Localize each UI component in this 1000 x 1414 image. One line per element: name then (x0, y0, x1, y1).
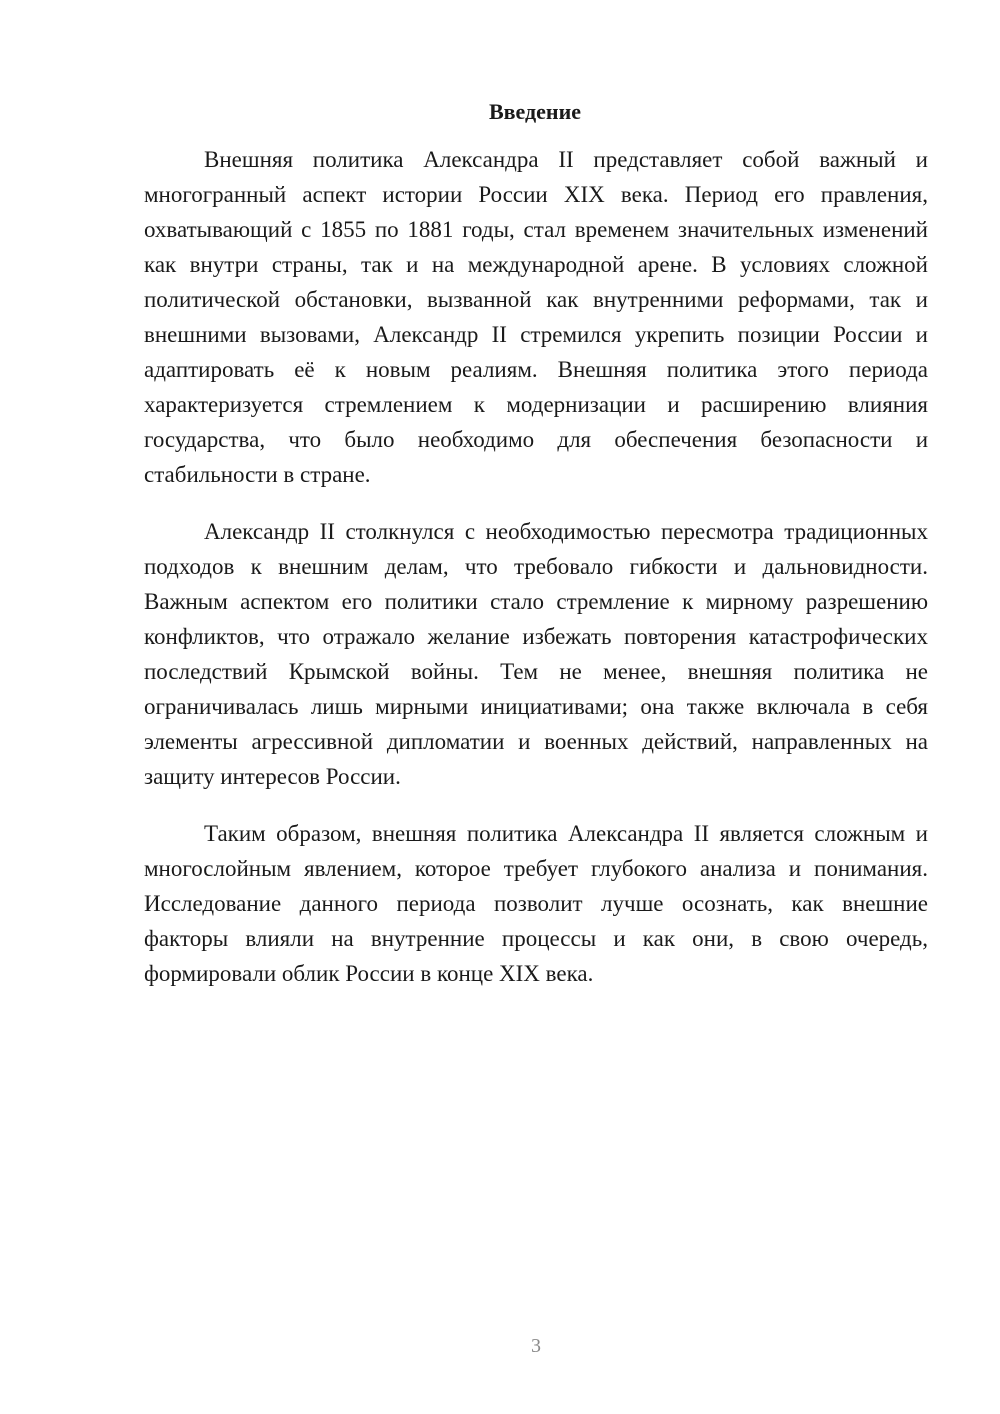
section-heading: Введение (488, 99, 582, 124)
paragraph-1: Внешняя политика Александра II представляет собой важный и многогранный аспект истории России XIX века. Период его правления, охватывающий с 1855 по 1881 годы, стал временем значительных изменений как внутри страны, так и на международной арене. В условиях сложной политической обстановки, вызванной как внутренними реформами, так и внешними вызовами, Александр II стремился укрепить позиции России и адаптировать её к новым реалиям. Внешняя политика этого периода характеризуется стремлением к модернизации и расширению влияния государства, что было необходимо для обеспечения безопасности и стабильности в стране. (144, 147, 928, 487)
paragraph-2: Александр II столкнулся с необходимостью пересмотра традиционных подходов к внешним делам, что требовало гибкости и дальновидности. Важным аспектом его политики стало стремление к мирному разрешению конфликтов, что отражало желание избежать повторения катастрофических последствий Крымской войны. Тем не менее, внешняя политика не ограничивалась лишь мирными инициативами; она также включала в себя элементы агрессивной дипломатии и военных действий, направленных на защиту интересов России. (144, 519, 928, 789)
body-text (144, 142, 928, 1013)
page-number: 3 (531, 1335, 541, 1357)
paragraph-3: Таким образом, внешняя политика Александра II является сложным и многослойным явлением, которое требует глубокого анализа и понимания. Исследование данного периода позволит лучше осознать, как внешние факторы влияли на внутренние процессы и как они, в свою очередь, формировали облик России в конце XIX века. (144, 821, 928, 986)
